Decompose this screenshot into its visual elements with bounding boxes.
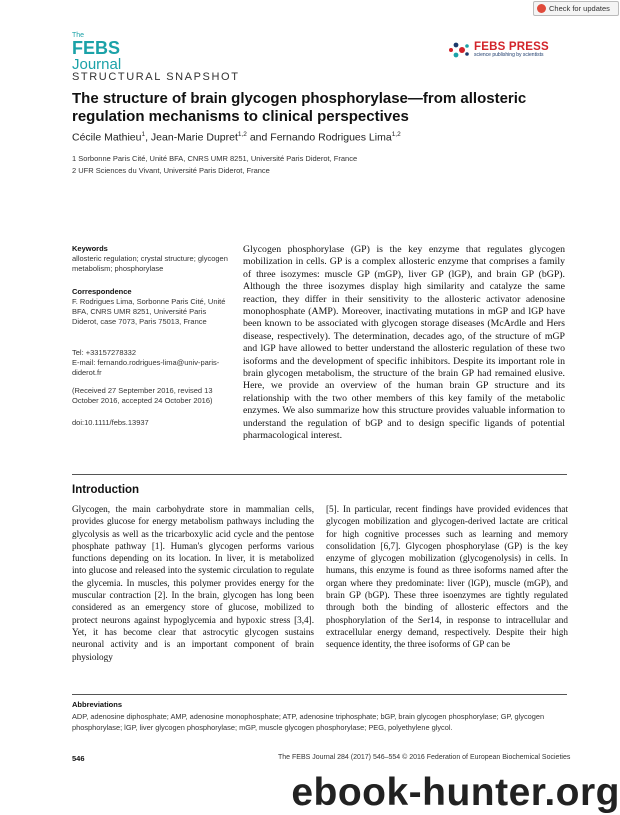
journal-logo-the: The xyxy=(72,32,85,39)
keywords-heading: Keywords xyxy=(72,244,108,253)
author-name: Jean-Marie Dupret xyxy=(150,131,238,144)
introduction-heading: Introduction xyxy=(72,484,140,496)
doi-link: doi:10.1111/febs.13937 xyxy=(72,418,149,427)
check-for-updates-button[interactable] xyxy=(533,1,619,16)
watermark-text: ebook-hunter.org xyxy=(291,771,620,814)
author-affiliation-mark: 1,2 xyxy=(237,131,247,138)
correspondence-email: E-mail: fernando.rodrigues-lima@univ-paris-diderot.fr xyxy=(72,358,220,377)
abbreviations-text: ADP, adenosine diphosphate; AMP, adenosine monophosphate; ATP, adenosine triphosphate; bGP, brain glycogen phosphorylase; GP, glycogen phosphorylase; lGP, liver glycogen phosphorylase; mGP, muscle glycogen phosphorylase; PEG, polyethylene glycol. xyxy=(72,712,545,732)
affiliation-2: 2 UFR Sciences du Vivant, Université Paris Diderot, France xyxy=(72,166,270,175)
keywords-text: allosteric regulation; crystal structure; glycogen metabolism; phosphorylase xyxy=(72,254,228,273)
crossmark-icon xyxy=(537,4,546,13)
article-section-label: STRUCTURAL SNAPSHOT xyxy=(72,71,240,83)
section-divider xyxy=(72,474,567,475)
journal-logo-name: Journal xyxy=(72,56,122,73)
received-dates: (Received 27 September 2016, revised 13 October 2016, accepted 24 October 2016) xyxy=(72,386,213,405)
affiliation-1: 1 Sorbonne Paris Cité, Unité BFA, CNRS UMR 8251, Université Paris Diderot, France xyxy=(72,154,358,163)
author-name: Fernando Rodrigues Lima xyxy=(270,131,392,144)
correspondence-heading: Correspondence xyxy=(72,287,132,296)
abstract-text: Glycogen phosphorylase (GP) is the key enzyme that regulates glycogen mobilization in cells. GP is a complex allosteric enzyme that comprises a family of three isozymes: muscle GP (mGP), liver GP (lGP), and brain GP (bGP). Although the three isozymes display high similarity and catalyze the same reaction, they differ in their sensitivity to the allosteric activator adenosine monophosphate (AMP). Moreover, inactivating mutations in mGP and lGP have been known to be associated with glycogen storage diseases (McArdle and Hers disease, respectively). The determination, decades ago, of the structure of mGP and lGP have allowed to better understand the allosteric regulation of these two isoforms and the development of specific inhibitors. Despite its important role in brain glycogen metabolism, the structure of the brain GP had remained elusive. Here, we provide an overview of the human brain GP structure and its relationship with the two other members of this key family of the metabolic enzymes. We also summarize how this structure provides valuable information to understand the regulation of bGP and to design specific ligands of potential pharmacological interest. xyxy=(243,244,565,442)
footer-citation: The FEBS Journal 284 (2017) 546–554 © 2016 Federation of European Biochemical Societies xyxy=(278,754,571,761)
author-affiliation-mark: 1,2 xyxy=(391,131,401,138)
introduction-column-2: [5]. In particular, recent findings have provided evidences that glycogen mobilization and glycogen-derived lactate are critical for high cognitive processes such as learning and memory consolidation [6,7]. Glycogen phosphorylase (GP) is the key enzyme of glycogen mobilization (glycogenolysis) in cells. In humans, this enzyme is found as three isoforms named after the organ where they predominate: liver (lGP), muscle (mGP), and brain GP (bGP). These three isoenzymes are tightly regulated through both the binding of allosteric effectors and the phosphorylation of the Ser14, in response to intracellular and extracellular energy demand, respectively. Despite their high sequence identity, the three isoforms of GP can be xyxy=(326,504,568,650)
author-name: Cécile Mathieu xyxy=(72,131,142,144)
author-affiliation-mark: 1 xyxy=(141,131,146,138)
abbreviations-heading: Abbreviations xyxy=(72,700,123,709)
abbreviations-divider xyxy=(72,694,567,695)
author-separator: and xyxy=(246,131,271,144)
journal-logo-febs: FEBS xyxy=(72,38,121,58)
page-number: 546 xyxy=(72,754,85,763)
correspondence-address: F. Rodrigues Lima, Sorbonne Paris Cité, Unité BFA, CNRS UMR 8251, Université Paris Diderot, case 7073, Paris 75013, France xyxy=(72,297,226,326)
febs-press-dots-icon xyxy=(448,41,470,59)
introduction-column-1: Glycogen, the main carbohydrate store in mammalian cells, provides glucose for energy metabolism pathways including the glycolysis as well as the tricarboxylic acid cycle and the pentose phosphate pathway [1]. Human's glycogen performs various functions depending on its location. In liver, it is metabolized into glucose and released into the systemic circulation to regulate the glycemia. In muscles, this polymer provides energy for the muscular contraction [2]. In the brain, glycogen has long been considered as an emergency store of glucose, mobilized to protect neurons against hypoglycemia and hypoxic stress [3,4]. Yet, it has become clear that astrocytic glycogen sustains neuronal activity and is an important component of brain physiology xyxy=(72,504,314,662)
febs-press-logo xyxy=(448,38,568,62)
author-list xyxy=(72,131,401,144)
febs-press-name: FEBS PRESS xyxy=(474,40,549,53)
febs-press-tagline: science publishing by scientists xyxy=(474,52,544,59)
article-title: The structure of brain glycogen phosphorylase—from allosteric regulation mechanisms to clinical perspectives xyxy=(72,90,527,125)
author-separator: , xyxy=(145,131,151,144)
check-for-updates-label: Check for updates xyxy=(549,4,610,13)
correspondence-tel: Tel: +33157278332 xyxy=(72,348,137,357)
journal-logo xyxy=(72,32,150,76)
